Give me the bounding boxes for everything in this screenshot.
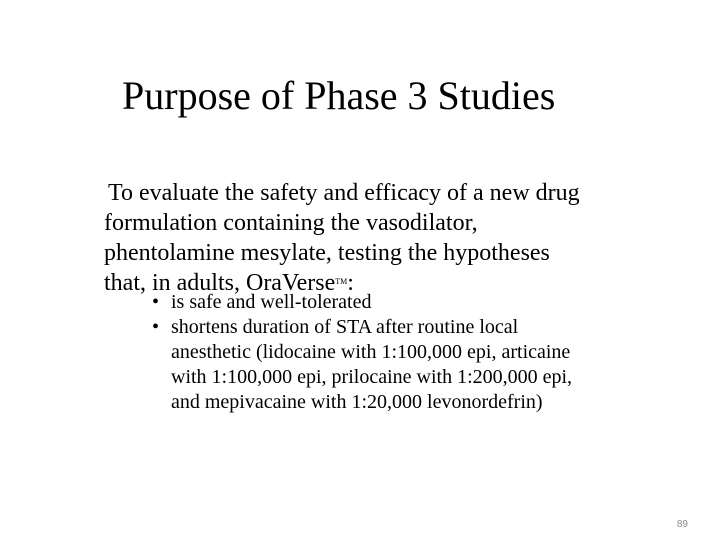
list-item [152,315,692,415]
intro-line: phentolamine mesylate, testing the hypotheses [104,240,550,266]
product-name: Verse [281,270,336,296]
hypotheses-list [152,290,692,415]
slide-title: Purpose of Phase 3 Studies [122,73,556,118]
page-number: 89 [676,519,688,530]
bullet-text: with 1:100,000 epi, prilocaine with 1:200,000 epi, [171,366,573,388]
intro-line-start: that, in adults, Ora [104,270,282,296]
bullet-text: and mepivacaine with 1:20,000 levonordefrin) [171,391,543,413]
bullet-text: shortens duration of STA after routine local [171,316,519,338]
bullet-icon: • [152,291,160,313]
trademark-symbol: TM [335,277,348,286]
intro-line: To evaluate the safety and efficacy of a new drug [108,180,580,206]
bullet-text: anesthetic (lidocaine with 1:100,000 epi, articaine [171,341,571,363]
list-item [152,290,692,315]
intro-paragraph [104,178,684,298]
intro-line: formulation containing the vasodilator, [104,210,478,236]
intro-line-end: : [347,270,354,296]
bullet-text: is safe and well-tolerated [171,291,372,313]
bullet-icon: • [152,316,160,338]
